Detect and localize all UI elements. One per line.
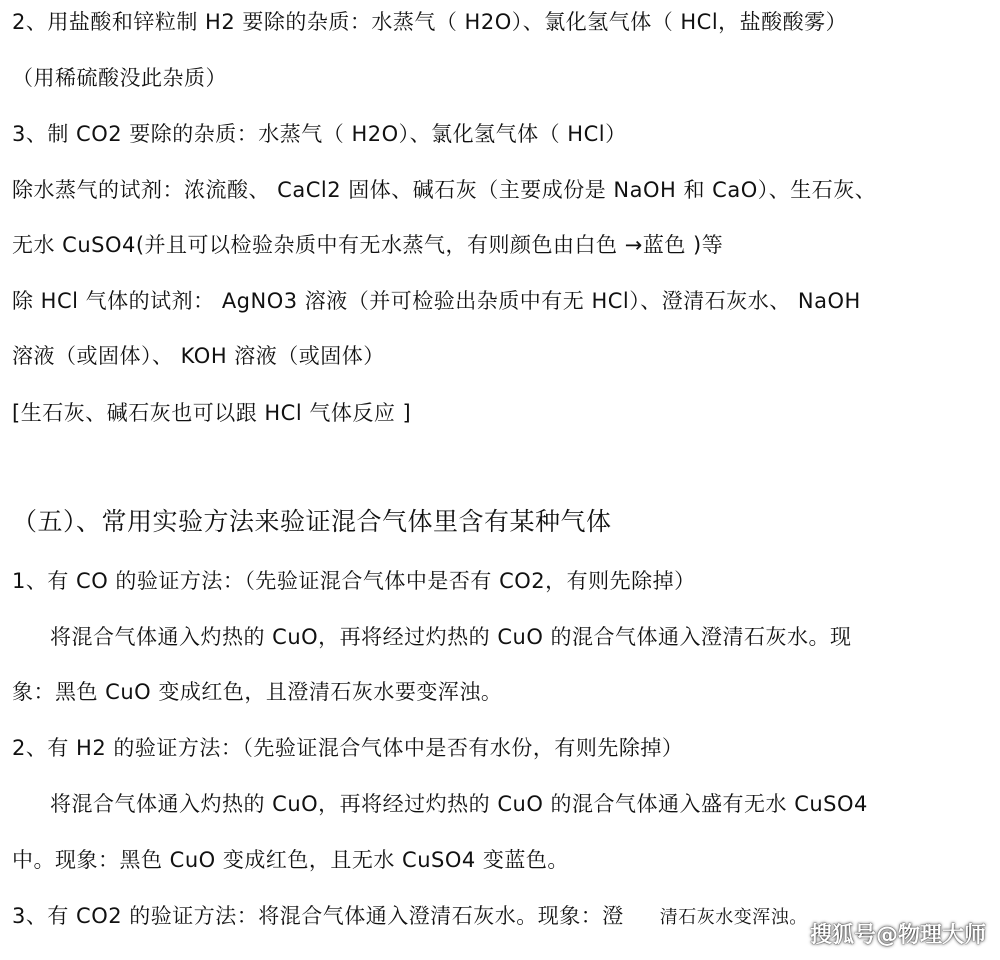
text-line [12, 902, 808, 932]
text-line: （用稀硫酸没此杂质） [12, 66, 227, 90]
text-line: 2、有 H2 的验证方法：（先验证混合气体中是否有水份，有则先除掉） [12, 736, 684, 760]
text-line: 将混合气体通入灼热的 CuO，再将经过灼热的 CuO 的混合气体通入盛有无水 CuSO4 [50, 792, 868, 816]
text-line: 中。现象：黑色 CuO 变成红色，且无水 CuSO4 变蓝色。 [12, 848, 569, 872]
text-segment: 3、有 CO2 的验证方法：将混合气体通入澄清石灰水。现象：澄 [12, 904, 624, 928]
watermark: 搜狐号@物理大师 [809, 923, 986, 948]
text-line: 1、有 CO 的验证方法：（先验证混合气体中是否有 CO2，有则先除掉） [12, 569, 696, 593]
text-line: 溶液（或固体）、 KOH 溶液（或固体） [12, 344, 385, 368]
text-line: 无水 CuSO4(并且可以检验杂质中有无水蒸气，有则颜色由白色 →蓝色 )等 [12, 233, 724, 257]
text-line: 除 HCl 气体的试剂： AgNO3 溶液（并可检验出杂质中有无 HCl）、澄清石灰水、 NaOH [12, 289, 861, 313]
text-segment: 清石灰水变浑浊。 [659, 907, 808, 928]
text-line: 将混合气体通入灼热的 CuO，再将经过灼热的 CuO 的混合气体通入澄清石灰水。现 [50, 625, 852, 649]
text-line: 3、制 CO2 要除的杂质：水蒸气（ H2O）、氯化氢气体（ HCl） [12, 122, 627, 146]
text-line: 2、用盐酸和锌粒制 H2 要除的杂质：水蒸气（ H2O）、氯化氢气体（ HCl，盐酸酸雾） [12, 10, 848, 34]
section-heading: （五）、常用实验方法来验证混合气体里含有某种气体 [12, 507, 612, 536]
text-line: [生石灰、碱石灰也可以跟 HCl 气体反应 ] [12, 401, 412, 425]
text-line: 除水蒸气的试剂：浓流酸、 CaCl2 固体、碱石灰（主要成份是 NaOH 和 CaO）、生石灰、 [12, 178, 877, 202]
text-line: 象：黑色 CuO 变成红色，且澄清石灰水要变浑浊。 [12, 680, 503, 704]
